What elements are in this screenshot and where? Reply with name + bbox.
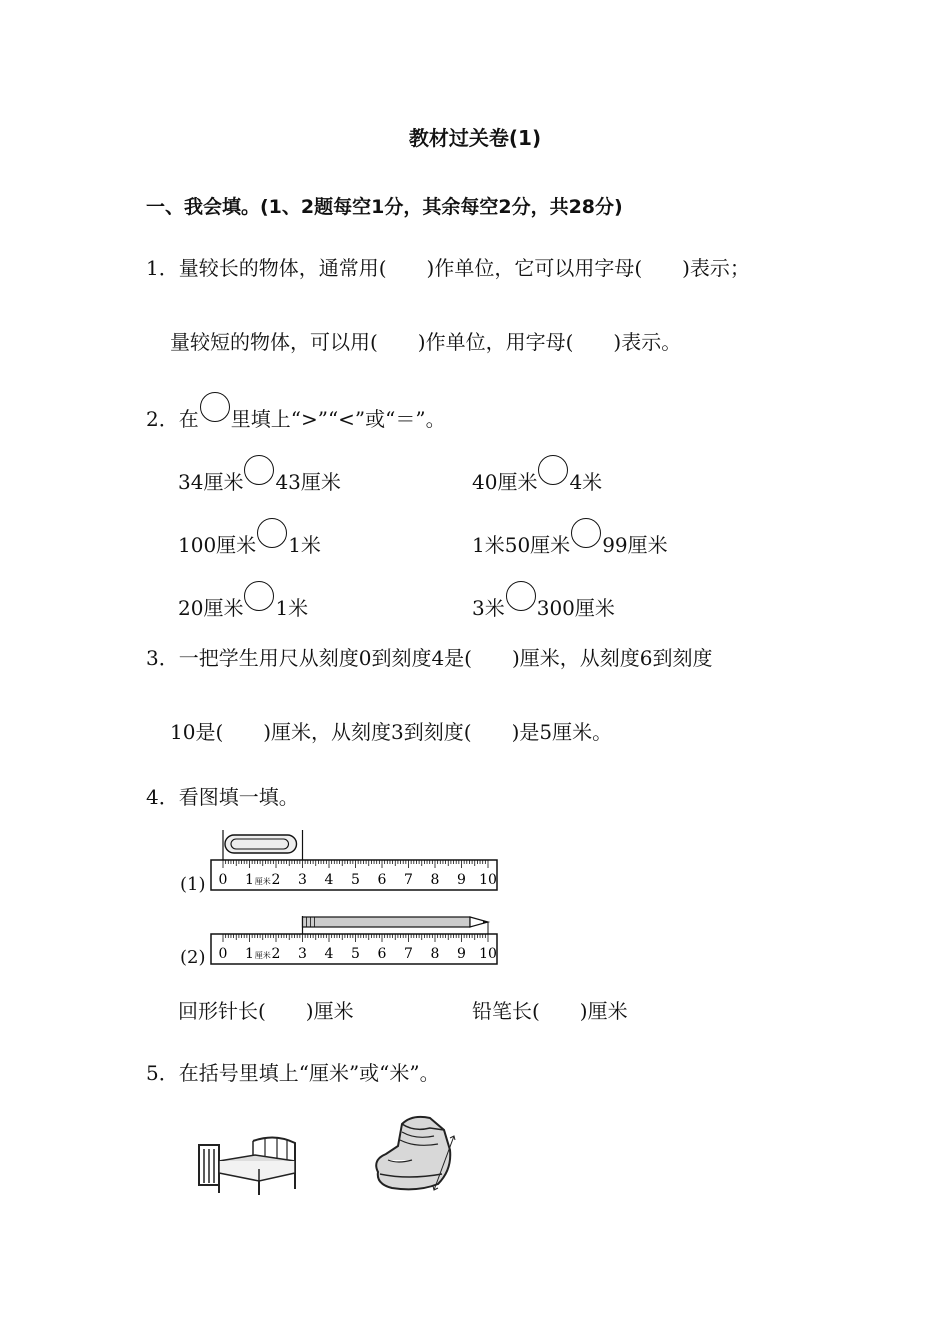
q1-line1: 1．量较长的物体，通常用( )作单位，它可以用字母( )表示； xyxy=(146,256,750,280)
bed-icon xyxy=(195,1135,305,1197)
ruler-number: 4 xyxy=(324,946,334,962)
compare-right: 1米 xyxy=(288,533,321,557)
compare-left: 20厘米 xyxy=(178,596,244,620)
q5-intro: 5．在括号里填上“厘米”或“米”。 xyxy=(146,1061,440,1085)
compare-left: 40厘米 xyxy=(472,470,538,494)
ruler-paperclip-figure xyxy=(205,826,505,896)
q4-intro: 4．看图填一填。 xyxy=(146,785,299,809)
q2-intro-after: 里填上“>”“<”或“＝”。 xyxy=(230,407,446,431)
compare-item xyxy=(178,518,321,557)
ruler-number: 1 xyxy=(245,946,254,962)
compare-right: 300厘米 xyxy=(536,596,615,620)
ruler-number: 8 xyxy=(430,872,440,888)
ruler-number: 9 xyxy=(457,872,466,888)
ruler-number: 3 xyxy=(298,946,307,962)
ruler-number: 2 xyxy=(271,872,281,888)
compare-right: 99厘米 xyxy=(602,533,668,557)
ruler-number: 0 xyxy=(218,946,228,962)
paperclip-icon xyxy=(223,830,303,860)
answer-circle[interactable] xyxy=(538,455,568,485)
ruler-number: 5 xyxy=(351,872,360,888)
compare-left: 1米50厘米 xyxy=(472,533,571,557)
ruler-number: 1 xyxy=(245,872,254,888)
answer-circle[interactable] xyxy=(257,518,287,548)
ruler xyxy=(211,934,497,964)
ruler-number: 10 xyxy=(479,872,497,888)
compare-left: 3米 xyxy=(472,596,505,620)
ruler-number: 6 xyxy=(377,872,387,888)
ruler-unit: 厘米 xyxy=(254,877,271,886)
compare-right: 43厘米 xyxy=(275,470,341,494)
compare-item xyxy=(472,455,602,494)
compare-item xyxy=(472,518,668,557)
ruler-number: 8 xyxy=(430,946,440,962)
ruler-number: 4 xyxy=(324,872,334,888)
ruler xyxy=(211,860,497,890)
ruler-number: 2 xyxy=(271,946,281,962)
q1-line2: 量较短的物体，可以用( )作单位，用字母( )表示。 xyxy=(170,330,682,354)
section-heading: 一、我会填。(1、2题每空1分，其余每空2分，共28分) xyxy=(146,196,623,218)
ruler-unit: 厘米 xyxy=(254,951,271,960)
ruler-number: 6 xyxy=(377,946,387,962)
compare-right: 4米 xyxy=(569,470,603,494)
answer-circle[interactable] xyxy=(244,455,274,485)
q3-line2: 10是( )厘米，从刻度3到刻度( )是5厘米。 xyxy=(170,720,613,744)
ruler-number: 10 xyxy=(479,946,497,962)
compare-left: 100厘米 xyxy=(178,533,257,557)
ruler-number: 5 xyxy=(351,946,360,962)
page-title: 教材过关卷(1) xyxy=(408,126,542,150)
compare-item xyxy=(472,581,615,620)
ruler-number: 9 xyxy=(457,946,466,962)
answer-circle[interactable] xyxy=(244,581,274,611)
ruler-number: 0 xyxy=(218,872,228,888)
answer-circle[interactable] xyxy=(571,518,601,548)
compare-item xyxy=(178,581,308,620)
pencil-icon xyxy=(303,916,489,934)
answer-circle[interactable] xyxy=(506,581,536,611)
compare-right: 1米 xyxy=(275,596,309,620)
ruler-number: 7 xyxy=(404,946,413,962)
q2-intro xyxy=(146,392,446,431)
q4-answer-paperclip: 回形针长( )厘米 xyxy=(178,999,354,1023)
ruler2-label: (2) xyxy=(180,947,206,968)
shoe-icon xyxy=(368,1110,468,1195)
q2-intro-before: 2．在 xyxy=(146,407,199,431)
ruler1-label: (1) xyxy=(180,874,206,895)
compare-item xyxy=(178,455,341,494)
ruler-number: 7 xyxy=(404,872,413,888)
ruler-pencil-figure xyxy=(205,912,505,972)
compare-left: 34厘米 xyxy=(178,470,244,494)
compare-circle-icon xyxy=(200,392,230,422)
ruler-number: 3 xyxy=(298,872,307,888)
q4-answer-pencil: 铅笔长( )厘米 xyxy=(472,999,628,1023)
q3-line1: 3．一把学生用尺从刻度0到刻度4是( )厘米，从刻度6到刻度 xyxy=(146,646,713,670)
